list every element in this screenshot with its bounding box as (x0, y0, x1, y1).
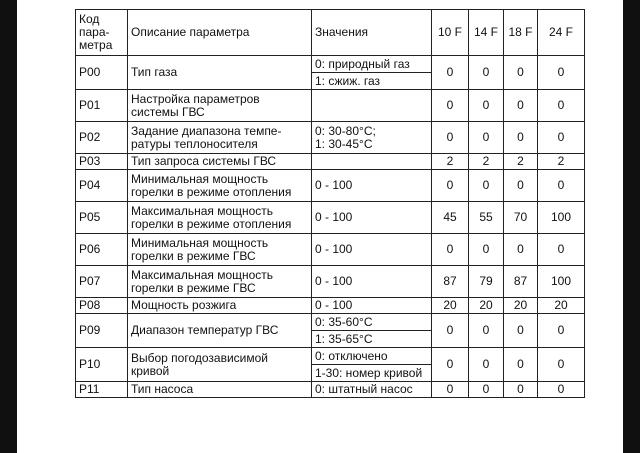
header-code (76, 10, 128, 56)
param-code: P11 (76, 382, 128, 398)
param-value: 0: отключено (312, 348, 432, 365)
model-value: 0 (538, 122, 585, 154)
table-row (76, 154, 585, 170)
param-code: P10 (76, 348, 128, 382)
table-row (76, 314, 585, 331)
param-description-line: горелки в режиме отопления (131, 216, 292, 231)
param-code: P03 (76, 154, 128, 170)
model-value: 0 (432, 122, 469, 154)
param-code: P05 (76, 202, 128, 234)
header-values: Значения (312, 10, 432, 56)
model-value: 2 (432, 154, 469, 170)
param-value: 0 - 100 (312, 234, 432, 266)
model-value: 0 (469, 382, 504, 398)
param-description-line: Минимальная мощность (131, 171, 269, 186)
param-description (128, 90, 312, 122)
model-value: 20 (469, 298, 504, 314)
model-value: 0 (469, 234, 504, 266)
param-description (128, 382, 312, 398)
param-value: 0: природный газ (312, 56, 432, 73)
param-description (128, 56, 312, 90)
table-row (76, 266, 585, 298)
table-row (76, 90, 585, 122)
model-value: 2 (504, 154, 538, 170)
param-code: P00 (76, 56, 128, 90)
model-value: 0 (538, 234, 585, 266)
param-description-line: кривой (131, 363, 170, 378)
model-value: 2 (469, 154, 504, 170)
param-value: 0 - 100 (312, 202, 432, 234)
param-value: 0: 30-80°C; 1: 30-45°C (312, 122, 432, 154)
model-value: 0 (538, 314, 585, 348)
param-description-line: Выбор погодозависимой (131, 350, 269, 365)
model-value: 0 (469, 122, 504, 154)
param-value (312, 154, 432, 170)
model-value: 0 (504, 56, 538, 90)
param-description-line: горелки в режиме ГВС (131, 280, 256, 295)
model-value: 0 (538, 382, 585, 398)
model-value: 0 (469, 170, 504, 202)
param-code: P04 (76, 170, 128, 202)
param-description-line: горелки в режиме отопления (131, 184, 292, 199)
model-value: 20 (538, 298, 585, 314)
param-code: P06 (76, 234, 128, 266)
param-description (128, 298, 312, 314)
param-description (128, 154, 312, 170)
param-description-line: Тип запроса системы ГВС (131, 154, 277, 168)
header-model-18f: 18 F (504, 10, 538, 56)
table-row (76, 170, 585, 202)
param-description (128, 348, 312, 382)
model-value: 0 (538, 348, 585, 382)
document-page (17, 0, 623, 453)
param-value: 0: 35-60°C (312, 314, 432, 331)
model-value: 20 (432, 298, 469, 314)
param-description-line: Настройка параметров (131, 91, 260, 106)
header-code-line: Код (79, 12, 100, 26)
header-model-24f: 24 F (538, 10, 585, 56)
model-value: 0 (538, 170, 585, 202)
model-value: 0 (432, 90, 469, 122)
model-value: 0 (504, 234, 538, 266)
param-code: P01 (76, 90, 128, 122)
model-value: 0 (432, 56, 469, 90)
param-code: P07 (76, 266, 128, 298)
header-description: Описание параметра (128, 10, 312, 56)
table-row (76, 122, 585, 154)
param-code: P02 (76, 122, 128, 154)
param-description (128, 202, 312, 234)
header-model-14f: 14 F (469, 10, 504, 56)
header-row (76, 10, 585, 56)
model-value: 0 (469, 314, 504, 348)
header-model-10f: 10 F (432, 10, 469, 56)
param-description-line: Минимальная мощность (131, 235, 269, 250)
model-value: 0 (432, 234, 469, 266)
table-row (76, 348, 585, 365)
model-value: 45 (432, 202, 469, 234)
model-value: 2 (538, 154, 585, 170)
table-row (76, 202, 585, 234)
param-description-line: Тип насоса (131, 382, 194, 396)
model-value: 0 (538, 90, 585, 122)
model-value: 0 (432, 170, 469, 202)
param-code: P09 (76, 314, 128, 348)
model-value: 0 (504, 90, 538, 122)
param-description-line: Максимальная мощность (131, 267, 274, 282)
model-value: 70 (504, 202, 538, 234)
model-value: 0 (432, 314, 469, 348)
table-row (76, 298, 585, 314)
param-value (312, 90, 432, 122)
param-description-line: горелки в режиме ГВС (131, 248, 256, 263)
param-description-line: ратуры теплоносителя (131, 136, 258, 151)
parameter-table (75, 9, 585, 398)
model-value: 0 (469, 56, 504, 90)
param-description-line: Мощность розжига (131, 298, 237, 312)
param-description (128, 234, 312, 266)
model-value: 0 (469, 90, 504, 122)
param-value: 0 - 100 (312, 298, 432, 314)
param-value: 0 - 100 (312, 170, 432, 202)
model-value: 100 (538, 202, 585, 234)
table-row (76, 56, 585, 73)
table-row (76, 382, 585, 398)
param-description-line: Тип газа (131, 65, 178, 79)
param-description (128, 314, 312, 348)
param-value: 0: штатный насос (312, 382, 432, 398)
param-description (128, 170, 312, 202)
param-code: P08 (76, 298, 128, 314)
param-description-line: Максимальная мощность (131, 203, 274, 218)
model-value: 100 (538, 266, 585, 298)
model-value: 0 (432, 348, 469, 382)
param-value: 0 - 100 (312, 266, 432, 298)
model-value: 0 (469, 348, 504, 382)
param-value: 1: 35-65°C (312, 331, 432, 348)
model-value: 79 (469, 266, 504, 298)
table-body (76, 56, 585, 398)
param-value: 1: сжиж. газ (312, 73, 432, 90)
model-value: 0 (504, 314, 538, 348)
model-value: 20 (504, 298, 538, 314)
param-description-line: Задание диапазона темпе- (131, 123, 282, 138)
param-description (128, 266, 312, 298)
table-row (76, 234, 585, 266)
model-value: 87 (432, 266, 469, 298)
model-value: 0 (538, 56, 585, 90)
header-code-line: метра (79, 38, 113, 52)
model-value: 55 (469, 202, 504, 234)
model-value: 87 (504, 266, 538, 298)
param-value: 1-30: номер кривой (312, 365, 432, 382)
param-description-line: Диапазон температур ГВС (131, 323, 279, 337)
model-value: 0 (432, 382, 469, 398)
model-value: 0 (504, 348, 538, 382)
param-description (128, 122, 312, 154)
header-code-line: пара- (79, 25, 110, 39)
model-value: 0 (504, 382, 538, 398)
param-description-line: системы ГВС (131, 104, 205, 119)
model-value: 0 (504, 170, 538, 202)
model-value: 0 (504, 122, 538, 154)
